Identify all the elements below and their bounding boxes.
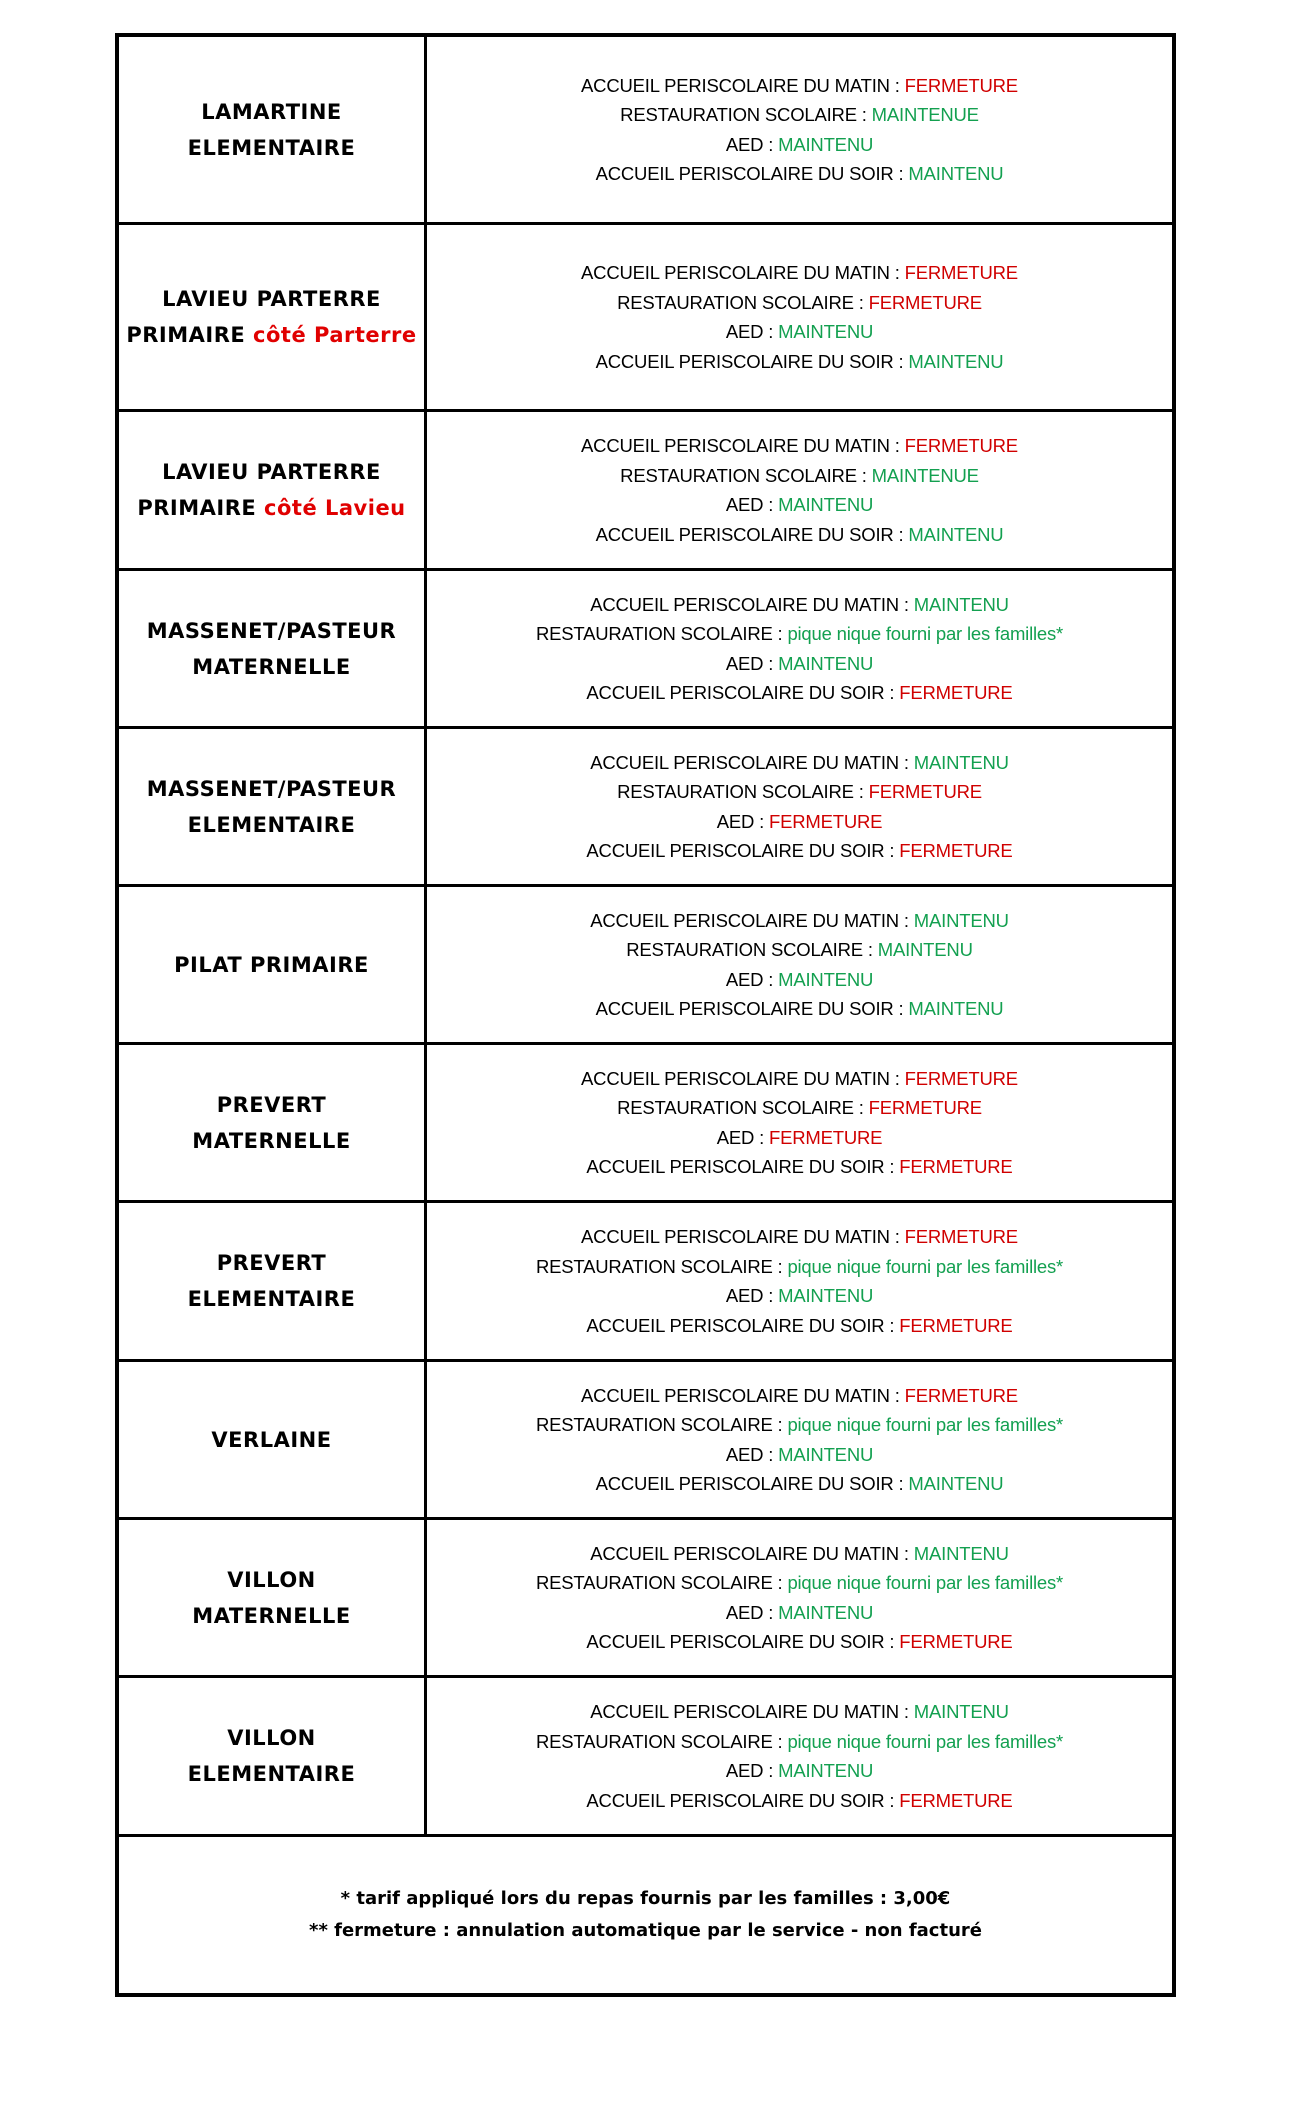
service-label: AED :: [725, 1443, 779, 1465]
service-label: ACCUEIL PERISCOLAIRE DU SOIR :: [586, 1314, 900, 1336]
service-status-value: MAINTENU: [913, 909, 1009, 931]
service-status-value: MAINTENU: [778, 652, 874, 674]
service-label: RESTAURATION SCOLAIRE :: [535, 623, 788, 644]
service-label: AED :: [725, 494, 779, 515]
service-label: RESTAURATION SCOLAIRE :: [617, 291, 869, 313]
schools-services-table: [115, 33, 1176, 1997]
service-line-morning: [581, 71, 1018, 101]
service-status-value: FERMETURE: [904, 435, 1018, 456]
service-status-value: MAINTENU: [778, 1443, 874, 1465]
services-status: [427, 1203, 1172, 1359]
service-label: ACCUEIL PERISCOLAIRE DU MATIN :: [590, 751, 914, 773]
school-name: [119, 37, 427, 222]
service-status-value: MAINTENU: [778, 494, 874, 515]
service-status-value: MAINTENU: [778, 1285, 874, 1306]
service-line-lunch: [626, 935, 973, 965]
service-status-value: FERMETURE: [904, 1067, 1018, 1089]
service-status-value: FERMETURE: [868, 781, 982, 802]
service-label: RESTAURATION SCOLAIRE :: [535, 1255, 788, 1277]
service-line-morning: [590, 590, 1009, 620]
service-label: ACCUEIL PERISCOLAIRE DU MATIN :: [590, 593, 914, 615]
service-status-value: pique nique fourni par les familles*: [787, 1414, 1064, 1435]
service-status-value: MAINTENU: [908, 350, 1004, 372]
service-label: AED :: [725, 968, 779, 990]
school-name-line2: [192, 1123, 350, 1159]
school-name: [119, 1678, 427, 1834]
service-label: AED :: [716, 810, 769, 832]
service-status-value: MAINTENU: [908, 998, 1004, 1019]
school-name: [119, 1520, 427, 1675]
school-name-line1: PILAT PRIMAIRE: [174, 952, 369, 977]
service-label: ACCUEIL PERISCOLAIRE DU SOIR :: [586, 1156, 900, 1177]
service-line-morning: [590, 1697, 1009, 1727]
service-label: ACCUEIL PERISCOLAIRE DU SOIR :: [595, 350, 909, 372]
service-status-value: MAINTENU: [778, 1760, 874, 1781]
service-label: ACCUEIL PERISCOLAIRE DU SOIR :: [595, 998, 909, 1019]
school-name-line1: VILLON: [227, 1567, 316, 1592]
school-level: ELEMENTAIRE: [187, 1762, 356, 1786]
services-status: [427, 571, 1172, 726]
footer-notes: [119, 1837, 1172, 1993]
service-status-value: MAINTENU: [908, 163, 1004, 184]
service-line-evening: [586, 1311, 1012, 1341]
service-status-value: FERMETURE: [904, 1226, 1018, 1247]
service-status-value: FERMETURE: [899, 1631, 1013, 1652]
service-status-value: MAINTENU: [877, 939, 973, 960]
school-name-line2: [188, 1756, 356, 1792]
service-label: ACCUEIL PERISCOLAIRE DU MATIN :: [581, 1384, 905, 1406]
footnote-tarif: * tarif appliqué lors du repas fournis par les familles : 3,00€: [340, 1888, 951, 1909]
service-status-value: MAINTENU: [778, 968, 874, 990]
school-level: PRIMAIRE: [126, 323, 254, 347]
school-name-line1: VILLON: [227, 1726, 316, 1750]
service-label: ACCUEIL PERISCOLAIRE DU MATIN :: [581, 435, 905, 456]
service-label: RESTAURATION SCOLAIRE :: [535, 1572, 788, 1593]
school-level: MATERNELLE: [192, 1603, 351, 1628]
service-label: ACCUEIL PERISCOLAIRE DU SOIR :: [595, 523, 909, 545]
service-label: AED :: [725, 1601, 779, 1623]
service-line-lunch: [536, 1252, 1063, 1282]
service-line-evening: [586, 1152, 1012, 1182]
footnote-fermeture: ** fermeture : annulation automatique par le service - non facturé: [309, 1920, 982, 1941]
service-label: RESTAURATION SCOLAIRE :: [617, 1097, 869, 1118]
service-status-value: FERMETURE: [904, 74, 1018, 96]
services-status: [427, 1362, 1172, 1517]
school-row: [119, 225, 1172, 412]
school-name-line2: [147, 649, 396, 685]
school-name-line2: [188, 130, 356, 166]
service-line-lunch: [620, 100, 979, 130]
service-label: ACCUEIL PERISCOLAIRE DU SOIR :: [586, 1789, 900, 1811]
service-line-lunch: [620, 461, 979, 491]
service-label: ACCUEIL PERISCOLAIRE DU SOIR :: [595, 1473, 909, 1494]
services-status: [427, 1678, 1172, 1834]
service-label: RESTAURATION SCOLAIRE :: [626, 939, 878, 960]
service-line-lunch: [536, 619, 1063, 649]
school-name: [119, 1203, 427, 1359]
service-line-evening: [586, 1627, 1012, 1657]
services-status: [427, 729, 1172, 884]
service-status-value: FERMETURE: [899, 1314, 1013, 1336]
service-line-morning: [581, 1222, 1018, 1252]
school-name-line2: [147, 807, 396, 843]
school-name: [119, 1045, 427, 1200]
school-name-line1: LAVIEU PARTERRE: [162, 460, 381, 484]
service-status-value: FERMETURE: [868, 291, 982, 313]
service-line-evening: [586, 678, 1012, 708]
service-line-aed: [726, 130, 873, 160]
service-line-lunch: [536, 1410, 1063, 1440]
school-row: [119, 1362, 1172, 1520]
service-line-aed: [726, 490, 873, 520]
service-status-value: MAINTENUE: [871, 104, 979, 125]
school-name: [119, 729, 427, 884]
school-row: [119, 729, 1172, 887]
service-label: ACCUEIL PERISCOLAIRE DU SOIR :: [586, 840, 900, 861]
service-label: AED :: [725, 1285, 779, 1306]
service-status-value: MAINTENU: [913, 1701, 1009, 1722]
service-label: RESTAURATION SCOLAIRE :: [617, 781, 869, 802]
service-line-evening: [596, 994, 1004, 1024]
school-row: [119, 412, 1172, 571]
services-status: [427, 1520, 1172, 1675]
school-level: MATERNELLE: [192, 654, 351, 679]
service-label: AED :: [725, 321, 779, 342]
school-name-line1: LAVIEU PARTERRE: [162, 287, 381, 311]
service-line-lunch: [617, 777, 982, 807]
services-status: [427, 412, 1172, 568]
service-line-lunch: [536, 1727, 1063, 1757]
service-status-value: MAINTENU: [778, 321, 874, 342]
service-status-value: MAINTENU: [908, 1473, 1004, 1494]
service-status-value: pique nique fourni par les familles*: [787, 1572, 1064, 1593]
service-line-lunch: [617, 1093, 982, 1123]
service-label: RESTAURATION SCOLAIRE :: [535, 1730, 788, 1752]
school-name: [119, 1362, 427, 1517]
service-status-value: pique nique fourni par les familles*: [787, 1255, 1064, 1277]
school-name-line1: LAMARTINE: [201, 99, 342, 124]
service-line-evening: [596, 520, 1004, 550]
school-row: [119, 37, 1172, 225]
service-line-aed: [726, 965, 873, 995]
service-line-evening: [596, 1469, 1004, 1499]
service-line-morning: [590, 1539, 1009, 1569]
school-name-line1: PREVERT: [216, 1251, 327, 1275]
service-line-aed: [726, 1756, 873, 1786]
service-status-value: FERMETURE: [899, 1789, 1013, 1811]
school-name: [119, 412, 427, 568]
service-label: ACCUEIL PERISCOLAIRE DU MATIN :: [581, 262, 905, 283]
service-line-aed: [726, 649, 873, 679]
service-status-value: MAINTENUE: [871, 464, 979, 486]
service-status-value: MAINTENU: [913, 1542, 1009, 1564]
service-line-evening: [586, 1786, 1012, 1816]
school-row: [119, 571, 1172, 729]
school-level: PRIMAIRE: [137, 496, 265, 520]
service-status-value: MAINTENU: [913, 593, 1009, 615]
service-line-aed: [726, 1598, 873, 1628]
service-label: RESTAURATION SCOLAIRE :: [620, 464, 872, 486]
service-label: ACCUEIL PERISCOLAIRE DU MATIN :: [581, 1226, 905, 1247]
service-status-value: FERMETURE: [899, 1156, 1013, 1177]
service-status-value: MAINTENU: [908, 523, 1004, 545]
service-label: ACCUEIL PERISCOLAIRE DU SOIR :: [595, 163, 909, 184]
service-line-aed: [726, 1281, 873, 1311]
school-level: ELEMENTAIRE: [187, 812, 356, 837]
service-line-evening: [586, 836, 1012, 866]
service-line-aed: [726, 317, 873, 347]
service-label: ACCUEIL PERISCOLAIRE DU MATIN :: [590, 1542, 914, 1564]
school-site-accent: côté Parterre: [253, 323, 417, 347]
service-line-morning: [581, 1381, 1018, 1411]
service-status-value: MAINTENU: [778, 133, 874, 155]
school-name-line2: [192, 1598, 350, 1634]
school-level: ELEMENTAIRE: [187, 135, 356, 160]
service-line-morning: [581, 1064, 1018, 1094]
school-level: ELEMENTAIRE: [187, 1287, 356, 1311]
service-status-value: FERMETURE: [868, 1097, 982, 1118]
service-label: ACCUEIL PERISCOLAIRE DU MATIN :: [590, 1701, 914, 1722]
service-label: AED :: [725, 1760, 779, 1781]
service-status-value: MAINTENU: [778, 1601, 874, 1623]
school-name-line1: PREVERT: [216, 1092, 327, 1117]
school-name: [119, 887, 427, 1042]
school-name: [119, 571, 427, 726]
school-name-line1: MASSENET/PASTEUR: [146, 618, 397, 643]
service-line-evening: [596, 347, 1004, 377]
school-name-line1: VERLAINE: [211, 1427, 332, 1452]
service-status-value: FERMETURE: [899, 840, 1013, 861]
school-name-line2: [126, 317, 416, 353]
services-status: [427, 225, 1172, 409]
school-row: [119, 1203, 1172, 1362]
school-level: MATERNELLE: [192, 1128, 351, 1153]
service-status-value: FERMETURE: [768, 1126, 883, 1148]
service-line-aed: [717, 807, 883, 837]
school-row: [119, 1678, 1172, 1837]
service-status-value: FERMETURE: [904, 1384, 1018, 1406]
service-label: ACCUEIL PERISCOLAIRE DU SOIR :: [586, 682, 900, 703]
service-status-value: MAINTENU: [913, 751, 1009, 773]
services-status: [427, 37, 1172, 222]
school-name-line2: [188, 1281, 356, 1317]
service-status-value: FERMETURE: [768, 810, 883, 832]
service-label: RESTAURATION SCOLAIRE :: [620, 104, 872, 125]
service-label: ACCUEIL PERISCOLAIRE DU MATIN :: [581, 1067, 905, 1089]
service-label: AED :: [725, 652, 779, 674]
service-label: AED :: [716, 1126, 769, 1148]
school-site-accent: côté Lavieu: [264, 496, 406, 520]
service-line-evening: [596, 159, 1004, 189]
service-status-value: FERMETURE: [899, 682, 1013, 703]
service-line-lunch: [617, 288, 982, 318]
service-status-value: FERMETURE: [904, 262, 1018, 283]
service-status-value: pique nique fourni par les familles*: [787, 1730, 1064, 1752]
school-name: [119, 225, 427, 409]
service-line-aed: [726, 1440, 873, 1470]
school-row: [119, 1520, 1172, 1678]
service-label: ACCUEIL PERISCOLAIRE DU SOIR :: [586, 1631, 900, 1652]
services-status: [427, 1045, 1172, 1200]
service-line-morning: [590, 748, 1009, 778]
service-line-morning: [581, 258, 1018, 288]
service-line-morning: [590, 906, 1009, 936]
school-row: [119, 1045, 1172, 1203]
service-line-lunch: [536, 1568, 1063, 1598]
service-label: RESTAURATION SCOLAIRE :: [535, 1414, 788, 1435]
service-label: AED :: [725, 133, 779, 155]
school-name-line2: [137, 490, 405, 526]
services-status: [427, 887, 1172, 1042]
service-label: ACCUEIL PERISCOLAIRE DU MATIN :: [590, 909, 914, 931]
service-status-value: pique nique fourni par les familles*: [787, 623, 1064, 644]
service-line-morning: [581, 431, 1018, 461]
school-name-line1: MASSENET/PASTEUR: [146, 776, 397, 801]
service-line-aed: [717, 1123, 883, 1153]
service-label: ACCUEIL PERISCOLAIRE DU MATIN :: [581, 74, 905, 96]
school-row: [119, 887, 1172, 1045]
